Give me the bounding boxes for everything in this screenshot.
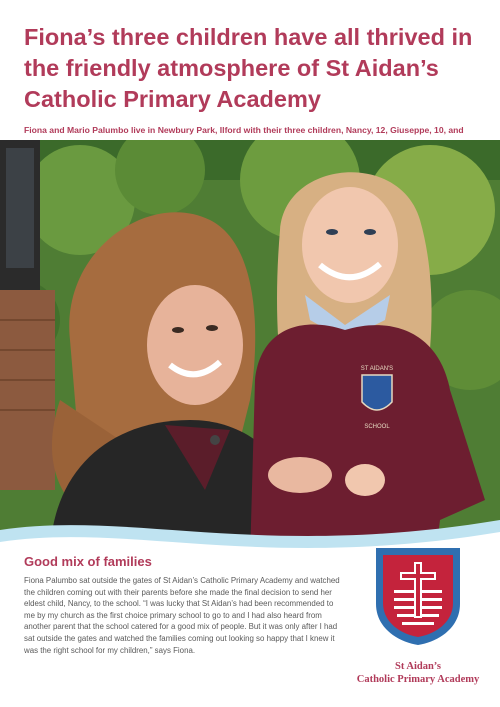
standfirst: Fiona and Mario Palumbo live in Newbury Park, Ilford with their three children, Nancy, 12, Giuseppe, 10, and bbox=[24, 125, 464, 135]
family-photo bbox=[0, 140, 500, 560]
school-name-line1: St Aidan’s bbox=[394, 661, 441, 672]
school-crest-icon bbox=[374, 546, 462, 646]
headline: Fiona’s three children have all thrived in the friendly atmosphere of St Aidan’s Catholic Primary Academy bbox=[24, 24, 473, 112]
photo-illustration bbox=[0, 140, 500, 560]
badge-top-label: ST AIDAN'S bbox=[360, 366, 394, 372]
badge-bottom-label: SCHOOL bbox=[364, 424, 390, 430]
school-name-line2: Catholic Primary Academy bbox=[356, 674, 480, 685]
body-text: Fiona Palumbo sat outside the gates of St Aidan’s Catholic Primary Academy and watched the children coming out with their parents before she made the final decision to send her eldest child, Nancy, to the school. “I was lucky that St Aidan’s had been recommended to me by my church as the first choice primary school to go to and I had also heard from another parent that the school catered for a good mix of people. But it was only after I had sat outside the gates and watched the families coming out looking so happy that I knew it was the right school for my children,” says Fiona. bbox=[24, 576, 340, 655]
school-name bbox=[330, 660, 500, 686]
section-title: Good mix of families bbox=[24, 554, 152, 569]
